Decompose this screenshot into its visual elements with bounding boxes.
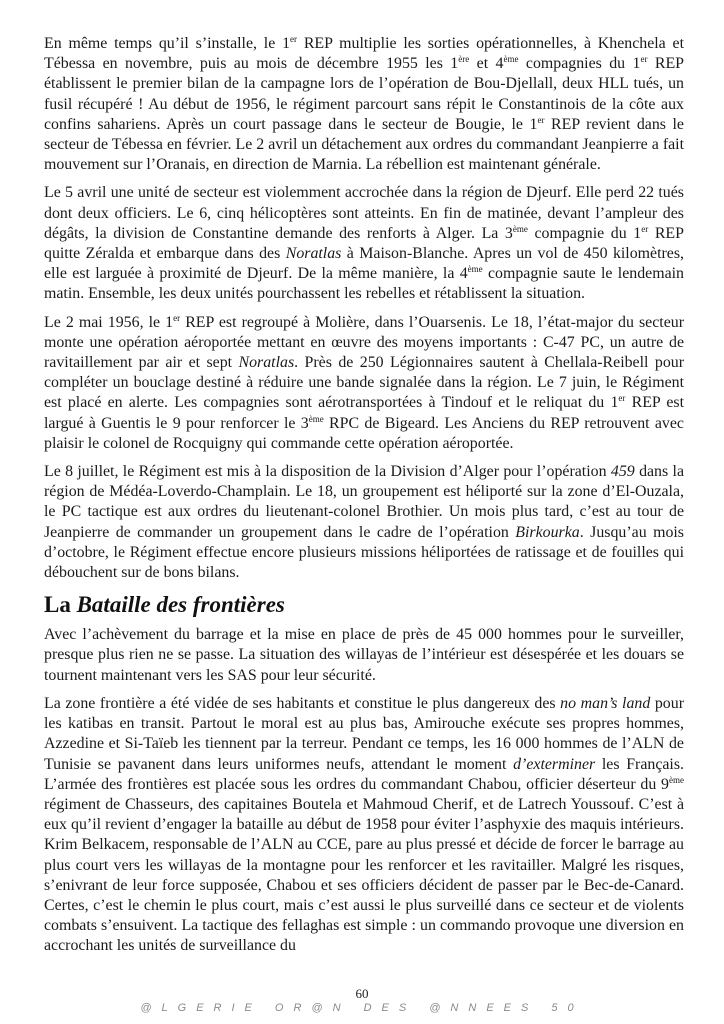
text-run: compagnie du 1 [527, 224, 642, 242]
ordinal-superscript: er [618, 393, 626, 404]
text-run: Avec l’achèvement du barrage et la mise en place de près de 45 000 hommes pour le surveiller, presque plus rien ne se passe. La situation des willayas de l’intérieur est désespérée et les douars se tournent maintenant vers les SAS pour leur sécurité. [44, 626, 684, 684]
ordinal-superscript: ère [458, 54, 470, 65]
paragraph [44, 313, 684, 454]
ordinal-superscript: ème [669, 774, 684, 785]
text-run: En même temps qu’il s’installe, le 1 [44, 35, 291, 52]
text-run: à Maison-Blanche. Apres un vol de 450 kilomètres, elle est larguée à proximité de Djeurf. De la même manière, la 4 [44, 245, 684, 283]
text-run: Le 5 avril une unité de secteur est violemment accrochée dans la région de Djeurf. Elle perd 22 tués dont deux officiers. Le 6, cinq hélicoptères sont atteints. En fin de matinée, devant l’ampleur des dégâts, la division de Constantine demande des renforts à Alger. La 3 [44, 184, 684, 242]
ordinal-superscript: ème [503, 54, 519, 65]
italic-text: d’exterminer [513, 755, 596, 773]
text-run: RPC de Bigeard. Les Anciens du REP retrouvent avec plaisir le colonel de Rocquigny qui commande cette opération aéroportée. [44, 414, 684, 452]
body-text-part2 [44, 625, 684, 956]
text-run: REP établissent le premier bilan de la campagne lors de l’opération de Bou-Djellall, deux HLL tués, un fusil récupéré ! Au début de 1956, le régiment parcourt sans répit le Constantinois de la côte aux confins sahariens. Après un court passage dans le secteur de Bougie, le 1 [44, 55, 685, 133]
section-heading-emphasis: Bataille des frontières [76, 592, 285, 618]
italic-text: Noratlas [285, 245, 342, 263]
text-run: REP revient dans le secteur de Tébessa en février. Le 2 avril un détachement aux ordres du commandant Jeanpierre a fait mouvement sur l’Oranais, en direction de Marnia. La rébellion est maintenant générale. [44, 115, 684, 174]
italic-text: no man’s land [560, 694, 651, 712]
text-run: . Jusqu’au mois d’octobre, le Régiment effectue encore plusieurs missions héliportées de ratissage et de fouilles qui débouchent sur de bons bilans. [44, 523, 684, 582]
ordinal-superscript: ème [512, 223, 528, 234]
text-run: Le 8 juillet, le Régiment est mis à la disposition de la Division d’Alger pour l’opération [44, 463, 611, 481]
ordinal-superscript: er [537, 114, 545, 125]
italic-text: Noratlas [238, 354, 295, 372]
section-heading [44, 591, 684, 619]
text-run: . Près de 250 Légionnaires sautent à Chellala-Reibell pour compléter un bouclage destiné à réduire une bande signalée dans la région. Le 7 juin, le Régiment est placé en alerte. Les compagnies sont aérotransportées à Tindouf et le reliquat du 1 [44, 354, 684, 412]
text-run: compagnies du 1 [518, 55, 641, 73]
paragraph [44, 625, 684, 686]
ordinal-superscript: er [641, 223, 649, 234]
text-run: REP quitte Zéralda et embarque dans des [44, 224, 684, 263]
italic-text: Birkourka [515, 523, 580, 541]
text-run: régiment de Chasseurs, des capitaines Boutela et Mahmoud Cherif, et de Latrech Youssouf. C’est à eux qu’il revient d’engager la bataille au début de 1958 pour éviter l’asphyxie des maquis intérieurs. Krim Belkacem, responsable de l’ALN au CCE, pare au plus pressé et décide de forcer le barrage au plus court vers les willayas de la montagne pour les renforcer et les ravitailler. Malgré les risques, s’enivrant de leur force supposée, Chabou et ses officiers décident de passer par le Bec-de-Canard. Certes, c’est le chemin le plus court, mais c’est aussi le plus surveillé dans ce secteur et de violents combats s’ensuivent. La tactique des fellaghas est simple : un commando provoque une diversion en accrochant les unités de surveillance du [44, 795, 684, 955]
paragraph [44, 462, 684, 583]
running-footer: @LGERIE OR@N DES @NNEES 50 [140, 1002, 584, 1014]
text-run: REP multiplie les sorties opérationnelles, à Khenchela et Tébessa en novembre, puis au mois de décembre 1955 les 1 [44, 35, 684, 73]
paragraph [44, 34, 684, 175]
text-run: et 4 [469, 55, 504, 73]
text-run: dans la région de Médéa-Loverdo-Champlain. Le 18, un groupement est héliporté sur la zone d’El-Ouzala, le PC tactique est aux ordres du lieutenant-colonel Brothier. Un mois plus tard, c’est au tour de Jeanpierre de commander un groupement dans le cadre de l’opération [44, 463, 685, 541]
ordinal-superscript: ème [308, 413, 324, 424]
text-run: les Français. L’armée des frontières est placée sous les ordres du commandant Chabou, officier déserteur du 9 [44, 755, 684, 793]
ordinal-superscript: ème [467, 264, 483, 275]
italic-text: 459 [610, 463, 635, 481]
text-run: Le 2 mai 1956, le 1 [44, 313, 174, 331]
section-heading-prefix: La [44, 592, 77, 618]
document-page [44, 34, 684, 965]
ordinal-superscript: er [290, 34, 298, 44]
text-run: REP est largué à Guentis le 9 pour renforcer le 3 [44, 394, 684, 432]
text-run: pour les katibas en transit. Partout le moral est au plus bas, Amirouche exécute ses propres hommes, Azzedine et Si-Taïeb les tiennent par la terreur. Pendant ce temps, les 16 000 hommes de l’ALN de Tunisie se pavanent dans leurs uniformes neufs, attendant le moment [44, 694, 684, 773]
ordinal-superscript: er [640, 54, 648, 65]
page-number: 60 [355, 986, 369, 1001]
paragraph [44, 694, 684, 957]
text-run: compagnie saute le lendemain matin. Ensemble, les deux unités pourchassent les rebelles et rétablissent la situation. [44, 265, 684, 303]
body-text-part1 [44, 34, 684, 583]
paragraph [44, 183, 684, 304]
text-run: REP est regroupé à Molière, dans l’Ouarsenis. Le 18, l’état-major du secteur monte une opération aéroportée mettant en œuvre des moyens importants : C-47 PC, un autre de ravitaillement par air et sept [44, 313, 684, 372]
text-run: La zone frontière a été vidée de ses habitants et constitue le plus dangereux des [44, 694, 561, 712]
ordinal-superscript: er [173, 312, 181, 323]
